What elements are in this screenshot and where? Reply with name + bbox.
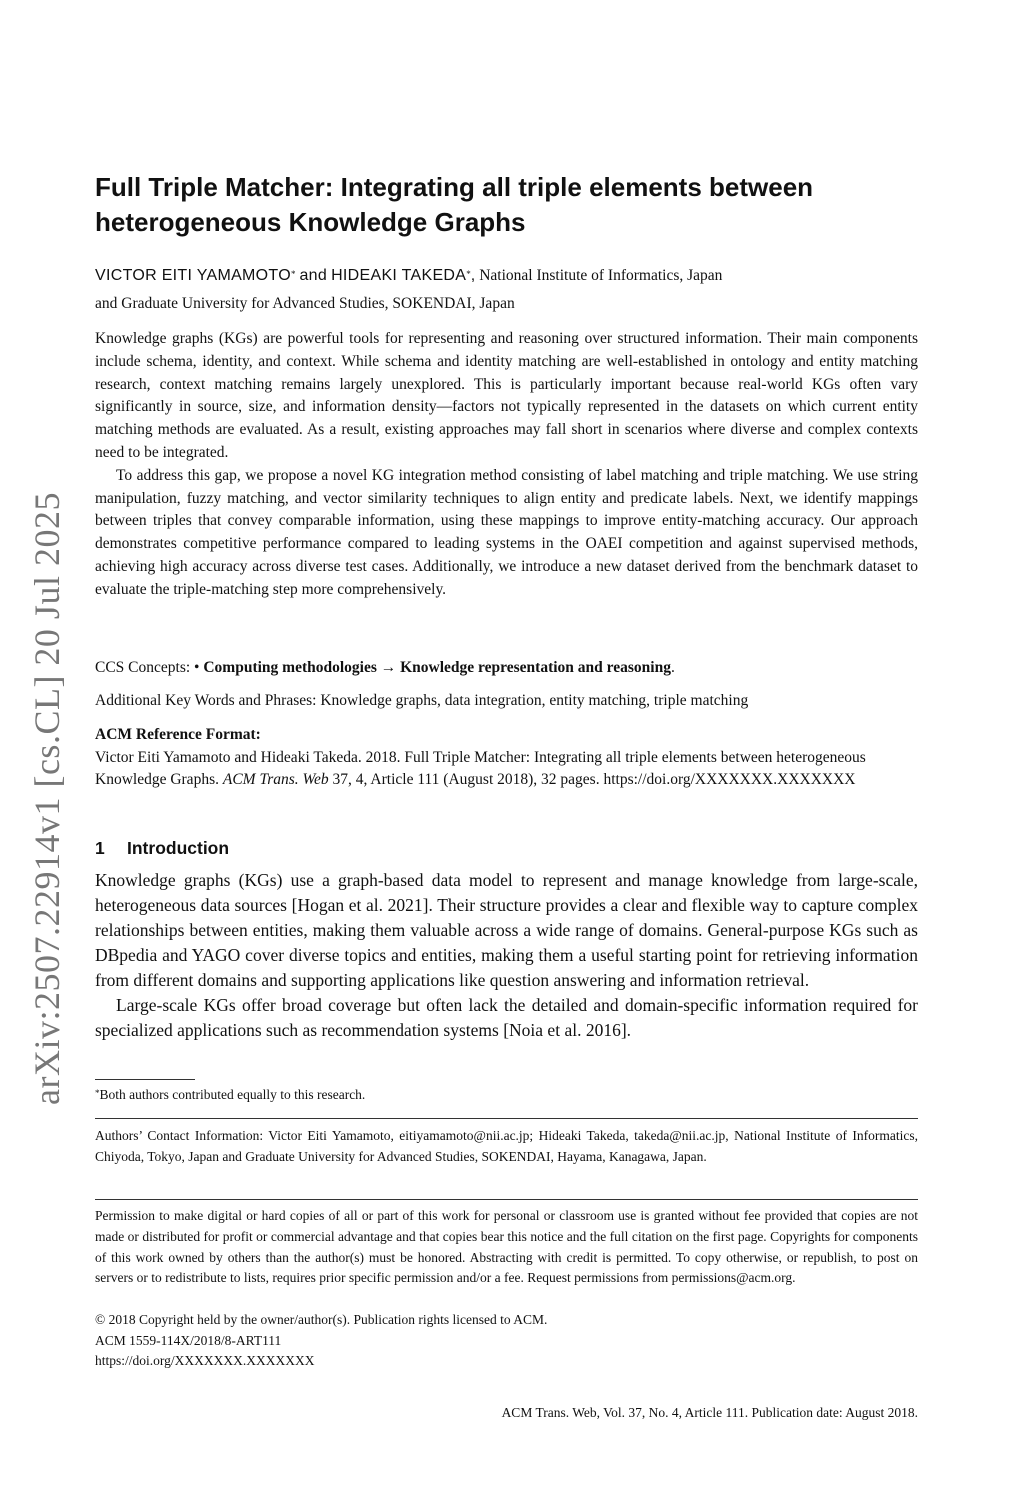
footnote (95, 1086, 918, 1104)
title-line-2: heterogeneous Knowledge Graphs (95, 207, 526, 237)
author-1: VICTOR EITI YAMAMOTO (95, 267, 291, 284)
permission-divider (95, 1199, 918, 1200)
affiliation-line-2: and Graduate University for Advanced Studies, SOKENDAI, Japan (95, 295, 515, 312)
author-separator: , (470, 267, 476, 284)
ccs-label: CCS Concepts: • (95, 659, 200, 676)
intro-paragraph-2: Large-scale KGs offer broad coverage but often lack the detailed and domain-specific information required for specialized applications such as recommendation systems [Noia et al. 2016]. (95, 995, 918, 1040)
doi-link: https://doi.org/XXXXXXX.XXXXXXX (95, 1353, 315, 1368)
keywords: Additional Key Words and Phrases: Knowledge graphs, data integration, entity matching, triple matching (95, 692, 749, 709)
acm-issn: ACM 1559-114X/2018/8-ART111 (95, 1332, 282, 1348)
equal-contribution-mark: * (290, 269, 296, 279)
paper-title (95, 170, 918, 240)
author-contact-info: Authors’ Contact Information: Victor Eiti Yamamoto, eitiyamamoto@nii.ac.jp; Hideaki Takeda, takeda@nii.ac.jp, National Institute of Informatics, Chiyoda, Tokyo, Japan and Graduate University for Advanced Studies, SOKENDAI, Hayama, Kanagawa, Japan. (95, 1128, 918, 1164)
reference-heading: ACM Reference Format: (95, 726, 261, 743)
section-number: 1 (95, 838, 105, 858)
abstract-paragraph-1: Knowledge graphs (KGs) are powerful tools for representing and reasoning over structured information. Their main components include schema, identity, and context. While schema and identity matching are well-established in ontology and entity matching research, context matching remains largely unexplored. This is particularly important because real-world KGs often vary significantly in source, size, and information density—factors not typically represented in the datasets on which current entity matching methods are evaluated. As a result, existing approaches may fall short in scenarios where diverse and complex contexts need to be integrated. (95, 330, 918, 461)
footnote-mark: * (95, 1088, 100, 1098)
footnote-text: Both authors contributed equally to this research. (99, 1087, 366, 1102)
acm-reference (95, 724, 918, 792)
title-line-1: Full Triple Matcher: Integrating all triple elements between (95, 172, 814, 202)
copyright-block (95, 1310, 918, 1372)
introduction-body (95, 868, 918, 1043)
author-block (95, 262, 918, 318)
ccs-end: . (670, 659, 675, 676)
equal-contribution-mark: * (466, 269, 471, 279)
author-conjunction: and (299, 267, 328, 284)
running-footer: ACM Trans. Web, Vol. 37, No. 4, Article 111. Publication date: August 2018. (501, 1405, 918, 1420)
ccs-concept: Computing methodologies → Knowledge representation and reasoning (203, 659, 671, 676)
section-title: Introduction (127, 838, 230, 858)
section-heading (95, 838, 918, 859)
reference-journal: ACM Trans. Web (222, 771, 329, 788)
abstract (95, 328, 918, 602)
reference-text: Victor Eiti Yamamoto and Hideaki Takeda. 2018. Full Triple Matcher: Integrating all triple elements between heterogeneous Knowledge Graphs. ACM Trans. Web 37, 4, Article 111 (August 2018), 32 pages. https://doi.org/XXXXXXX.XXXXXXX (95, 748, 866, 788)
footnote-divider (95, 1079, 195, 1080)
copyright-line: © 2018 Copyright held by the owner/author(s). Publication rights licensed to ACM. (95, 1312, 548, 1327)
permission-notice: Permission to make digital or hard copies of all or part of this work for personal or classroom use is granted without fee provided that copies are not made or distributed for profit or commercial advantage and that copies bear this notice and the full citation on the first page. Copyrights for components of this work owned by others than the author(s) must be honored. Abstracting with credit is permitted. To copy otherwise, or republish, to post on servers or to redistribute to lists, requires prior specific permission and/or a fee. Request permissions from permissions@acm.org. (95, 1208, 918, 1286)
arxiv-stamp: arXiv:2507.22914v1 [cs.CL] 20 Jul 2025 (27, 492, 67, 1105)
abstract-paragraph-2: To address this gap, we propose a novel KG integration method consisting of label matching and triple matching. We use string manipulation, fuzzy matching, and vector similarity techniques to align entity and predicate labels. Next, we identify mappings between triples that convey comparable information, using these mappings to improve entity-matching accuracy. Our approach demonstrates competitive performance compared to leading systems in the OAEI competition and against supervised methods, achieving high accuracy across diverse test cases. Additionally, we introduce a new dataset derived from the benchmark dataset to evaluate the triple-matching step more comprehensively. (95, 466, 918, 598)
intro-paragraph-1: Knowledge graphs (KGs) use a graph-based data model to represent and manage knowledge from large-scale, heterogeneous data sources [Hogan et al. 2021]. Their structure provides a clear and flexible way to capture complex relationships between entities, making them valuable across a wide range of domains. General-purpose KGs such as DBpedia and YAGO cover diverse topics and entities, making them a useful starting point for retrieving information from different domains and supporting applications like question answering and information retrieval. (95, 870, 918, 990)
affiliation-line-1: National Institute of Informatics, Japan (479, 267, 723, 284)
author-2: HIDEAKI TAKEDA (331, 267, 467, 284)
ccs-concepts (95, 657, 918, 679)
contact-divider (95, 1118, 918, 1119)
